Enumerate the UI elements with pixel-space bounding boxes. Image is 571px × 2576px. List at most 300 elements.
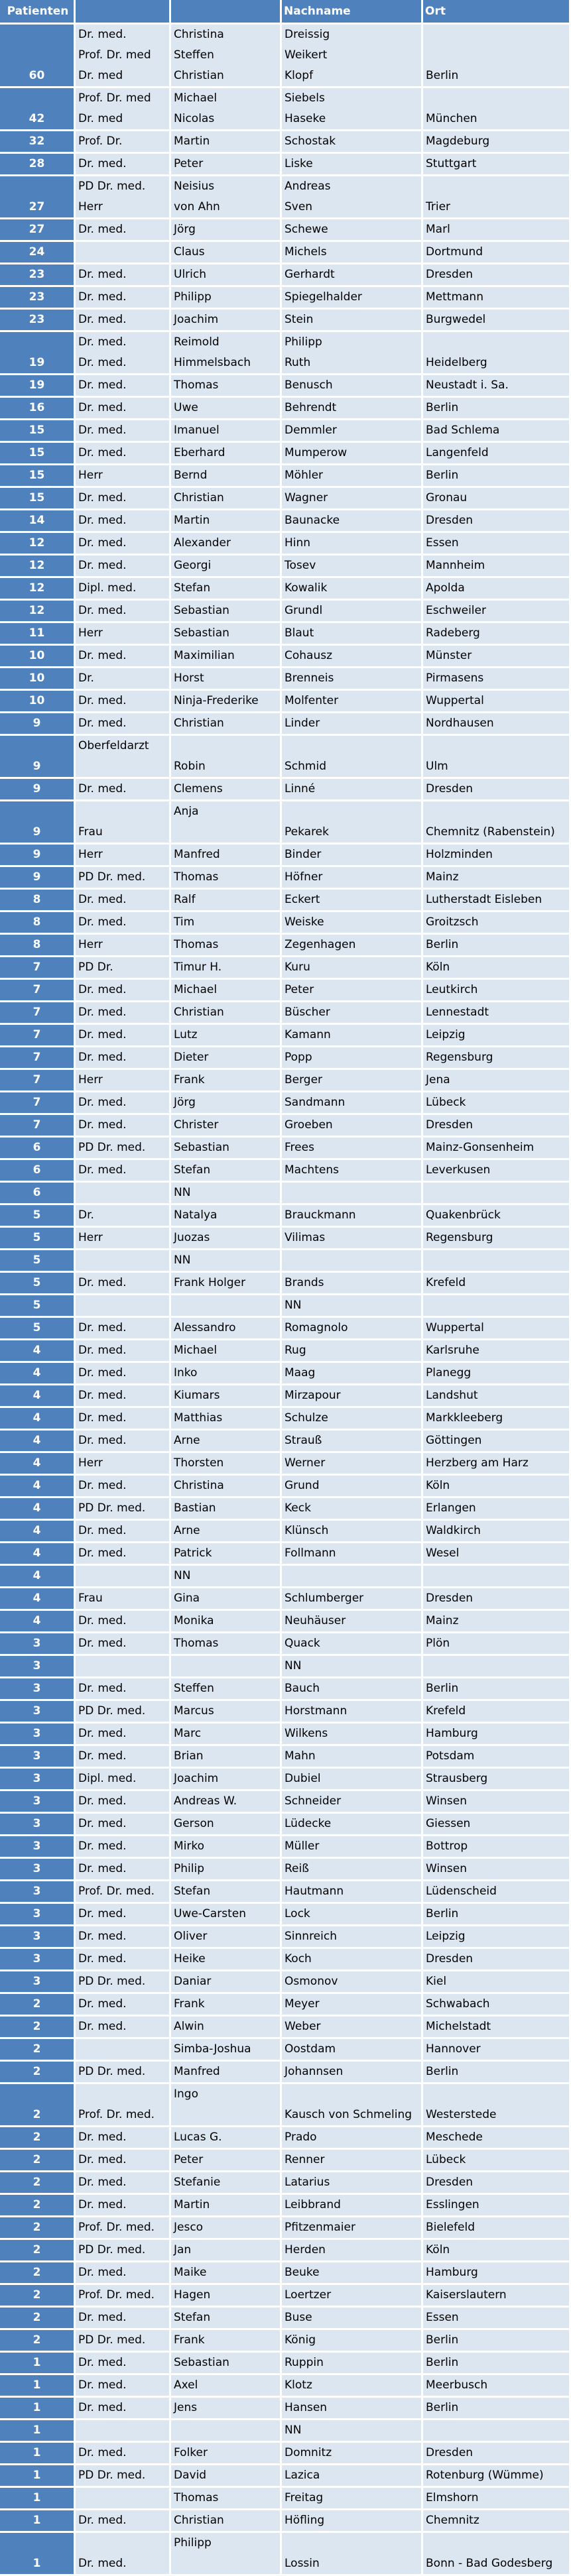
cell-line: Oberfeldarzt (78, 739, 149, 752)
cell-line: Arne (174, 1524, 200, 1537)
lastname-cell (282, 2062, 423, 2084)
lastname-cell (282, 736, 423, 779)
cell-line (174, 736, 280, 756)
cell-line: Dr. med. (78, 1930, 127, 1943)
title-cell (76, 1092, 171, 1115)
table-row (0, 1273, 571, 1295)
cell-line: Apolda (426, 581, 465, 595)
title-cell (76, 443, 171, 465)
table-row (0, 287, 571, 310)
cell-line: Schlumberger (285, 1592, 364, 1605)
cell-line: Christian (174, 491, 224, 504)
cell-line: Christian (174, 2514, 224, 2527)
city-cell (423, 1498, 571, 1521)
cell-line: Benusch (285, 379, 333, 392)
firstname-cell (171, 1205, 282, 1228)
table-row (0, 1566, 571, 1588)
title-cell (76, 1160, 171, 1183)
cell-line: Strausberg (426, 1772, 488, 1785)
cell-line: Keck (285, 1501, 311, 1515)
cell-line: PD Dr. med. (78, 1704, 146, 1718)
city-cell (423, 1543, 571, 1566)
header-nachname[interactable]: Nachname (282, 0, 423, 25)
lastname-cell (282, 912, 423, 935)
cell-line: Ulm (426, 760, 448, 773)
header-ort[interactable]: Ort (423, 0, 571, 25)
table-row (0, 2420, 571, 2443)
patient-count-cell: 27 (0, 176, 76, 219)
firstname-cell (171, 2375, 282, 2398)
cell-line (426, 1656, 569, 1676)
cell-line: Berlin (426, 401, 459, 414)
cell-line: Köln (426, 961, 450, 974)
cell-line: Dr. med. (78, 893, 127, 906)
cell-line: München (426, 112, 477, 125)
title-cell (76, 488, 171, 510)
table-row (0, 867, 571, 890)
cell-line: Dresden (426, 514, 474, 527)
patient-count-cell: 8 (0, 935, 76, 957)
firstname-cell (171, 1431, 282, 1453)
lastname-cell (282, 1273, 423, 1295)
table-row (0, 1633, 571, 1656)
patient-count-cell: 12 (0, 601, 76, 623)
city-cell (423, 1025, 571, 1047)
firstname-cell (171, 2262, 282, 2285)
cell-line: Dr. med. (78, 915, 127, 929)
city-cell (423, 668, 571, 691)
cell-line: Maximilian (174, 649, 235, 662)
city-cell (423, 2398, 571, 2420)
table-row (0, 2195, 571, 2217)
title-cell (76, 736, 171, 779)
patient-count-cell: 5 (0, 1228, 76, 1250)
cell-line: Rug (285, 1344, 306, 1357)
cell-line (174, 822, 280, 843)
firstname-cell (171, 1791, 282, 1814)
table-row (0, 131, 571, 154)
cell-line: Marcus (174, 1704, 214, 1718)
cell-line: Waldkirch (426, 1524, 481, 1537)
patient-count-cell: 2 (0, 2039, 76, 2062)
city-cell (423, 2127, 571, 2150)
cell-line: Dr. med. (78, 2401, 127, 2414)
patient-count-cell: 6 (0, 1138, 76, 1160)
cell-line: NN (285, 1299, 302, 1312)
cell-line: Thomas (174, 379, 219, 392)
cell-line: Andreas (285, 180, 331, 193)
table-row (0, 1904, 571, 1926)
firstname-cell (171, 1092, 282, 1115)
cell-line: Berlin (426, 2065, 459, 2078)
cell-line: Dr. med. (78, 2198, 127, 2211)
cell-line: Kiumars (174, 1389, 220, 1402)
title-cell (76, 1318, 171, 1340)
cell-line: Winsen (426, 1862, 468, 1875)
city-cell (423, 1791, 571, 1814)
firstname-cell (171, 2039, 282, 2062)
cell-line: Hamburg (426, 2266, 478, 2279)
lastname-cell (282, 1138, 423, 1160)
lastname-cell (282, 375, 423, 398)
cell-line: Linder (285, 717, 320, 730)
firstname-cell (171, 912, 282, 935)
lastname-cell (282, 1228, 423, 1250)
table-row (0, 1318, 571, 1340)
title-cell (76, 2039, 171, 2062)
cell-line: Dr. med. (78, 1479, 127, 1492)
cell-line: Daniar (174, 1975, 212, 1988)
firstname-cell (171, 736, 282, 779)
city-cell (423, 1453, 571, 1476)
patient-count-cell: 27 (0, 219, 76, 242)
cell-line: Klünsch (285, 1524, 329, 1537)
lastname-cell (282, 2443, 423, 2465)
cell-line (174, 2553, 280, 2574)
cell-line: Zegenhagen (285, 938, 356, 951)
firstname-cell (171, 1183, 282, 1205)
table-row (0, 578, 571, 601)
patient-count-cell: 2 (0, 2172, 76, 2195)
cell-line: PD Dr. med. (78, 180, 146, 193)
table-row (0, 398, 571, 420)
patient-count-cell: 2 (0, 2017, 76, 2039)
cell-line: Christian (174, 717, 224, 730)
cell-line: Molfenter (285, 694, 339, 707)
patient-count-cell: 5 (0, 1295, 76, 1318)
cell-line: Dr. med. (78, 2311, 127, 2324)
firstname-cell (171, 1746, 282, 1769)
cell-line: Reimold (174, 335, 220, 349)
patient-count-cell: 9 (0, 736, 76, 779)
title-cell (76, 1701, 171, 1724)
cell-line: Dr. med. (78, 1727, 127, 1740)
firstname-cell (171, 2127, 282, 2150)
title-cell (76, 646, 171, 668)
lastname-cell (282, 2240, 423, 2262)
cell-line (78, 2039, 169, 2060)
firstname-cell (171, 980, 282, 1002)
cell-line: Simba-Joshua (174, 2042, 251, 2056)
patient-count-cell: 2 (0, 2062, 76, 2084)
cell-line: Jörg (174, 223, 196, 236)
cell-line: Höfner (285, 870, 323, 884)
firstname-cell (171, 1408, 282, 1431)
cell-line: Johannsen (285, 2065, 344, 2078)
cell-line (285, 2084, 421, 2105)
title-cell (76, 1476, 171, 1498)
lastname-cell (282, 801, 423, 845)
title-cell (76, 935, 171, 957)
firstname-cell (171, 2195, 282, 2217)
cell-line: Frank (174, 1073, 205, 1086)
table-row (0, 332, 571, 375)
cell-line: Schewe (285, 223, 328, 236)
cell-line: Quakenbrück (426, 1208, 501, 1222)
patient-count-cell: 6 (0, 1183, 76, 1205)
cell-line (426, 2084, 569, 2105)
cell-line: NN (285, 2424, 302, 2437)
cell-line: Gerhardt (285, 268, 335, 281)
cell-line: Uwe-Carsten (174, 1907, 246, 1920)
title-cell (76, 2330, 171, 2353)
city-cell (423, 779, 571, 801)
cell-line: Werner (285, 1456, 326, 1470)
cell-line: Rotenburg (Wümme) (426, 2469, 544, 2482)
firstname-cell (171, 1836, 282, 1859)
city-cell (423, 1814, 571, 1836)
city-cell (423, 1521, 571, 1543)
table-row (0, 646, 571, 668)
cell-line: Clemens (174, 782, 223, 795)
lastname-cell (282, 1160, 423, 1183)
cell-line: König (285, 2333, 316, 2347)
patient-count-cell: 4 (0, 1385, 76, 1408)
lastname-cell (282, 646, 423, 668)
firstname-cell (171, 867, 282, 890)
city-cell (423, 1724, 571, 1746)
title-cell (76, 556, 171, 578)
cell-line: Buse (285, 2311, 312, 2324)
firstname-cell (171, 1160, 282, 1183)
cell-line: Dr. med (78, 112, 123, 125)
patient-count-cell: 2 (0, 2150, 76, 2172)
firstname-cell (171, 1859, 282, 1881)
patient-count-cell: 3 (0, 1836, 76, 1859)
lastname-cell (282, 668, 423, 691)
cell-line: Krefeld (426, 1276, 466, 1289)
cell-line: Blaut (285, 626, 314, 640)
city-cell (423, 242, 571, 264)
cell-line: Bielefeld (426, 2221, 475, 2234)
firstname-cell (171, 1070, 282, 1092)
firstname-cell (171, 131, 282, 154)
city-cell (423, 1115, 571, 1138)
cell-line: Steffen (174, 48, 214, 62)
table-row (0, 1431, 571, 1453)
city-cell (423, 2017, 571, 2039)
cell-line: Hinn (285, 536, 311, 550)
city-cell (423, 1904, 571, 1926)
lastname-cell (282, 2217, 423, 2240)
firstname-cell (171, 533, 282, 556)
title-cell (76, 1205, 171, 1228)
city-cell (423, 801, 571, 845)
patient-count-cell: 14 (0, 510, 76, 533)
firstname-cell (171, 1115, 282, 1138)
cell-line: Chemnitz (426, 2514, 479, 2527)
firstname-cell (171, 310, 282, 332)
firstname-cell (171, 1498, 282, 1521)
cell-line (78, 242, 169, 263)
lastname-cell (282, 1476, 423, 1498)
city-cell (423, 957, 571, 980)
header-firstname[interactable] (171, 0, 282, 25)
title-cell (76, 867, 171, 890)
cell-line: Dr. med. (78, 28, 127, 41)
title-cell (76, 1881, 171, 1904)
cell-line: Uwe (174, 401, 198, 414)
title-cell (76, 264, 171, 287)
cell-line: Heidelberg (426, 356, 487, 369)
table-row (0, 556, 571, 578)
cell-line: Dr. med. (78, 1749, 127, 1763)
cell-line: Koch (285, 1952, 312, 1965)
cell-line: Mannheim (426, 559, 485, 572)
title-cell (76, 533, 171, 556)
cell-line: Patrick (174, 1547, 212, 1560)
city-cell (423, 1047, 571, 1070)
city-cell (423, 2172, 571, 2195)
cell-line: Sandmann (285, 1096, 346, 1109)
cell-line: Mainz (426, 1614, 459, 1627)
city-cell (423, 2375, 571, 2398)
cell-line: NN (174, 1569, 191, 1582)
firstname-cell (171, 1476, 282, 1498)
cell-line: Dr. med. (78, 1276, 127, 1289)
cell-line: Winsen (426, 1794, 468, 1808)
cell-line: Prado (285, 2131, 317, 2144)
cell-line: Peter (174, 2153, 204, 2166)
lastname-cell (282, 1183, 423, 1205)
title-cell (76, 1363, 171, 1385)
cell-line: Köln (426, 2243, 450, 2256)
lastname-cell (282, 1949, 423, 1971)
cell-line: Stefanie (174, 2176, 221, 2189)
lastname-cell (282, 1453, 423, 1476)
city-cell (423, 310, 571, 332)
cell-line: Weber (285, 2020, 321, 2033)
city-cell (423, 2262, 571, 2285)
cell-line (78, 756, 169, 777)
patient-count-cell: 3 (0, 1971, 76, 1994)
lastname-cell (282, 1566, 423, 1588)
cell-line: Inko (174, 1366, 198, 1379)
cell-line: Sebastian (174, 626, 229, 640)
title-cell (76, 691, 171, 713)
table-row (0, 242, 571, 264)
cell-line: Dr. med. (78, 335, 127, 349)
patient-count-cell: 12 (0, 556, 76, 578)
cell-line: Renner (285, 2153, 325, 2166)
cell-line: Peter (285, 983, 314, 996)
cell-line: Martin (174, 135, 210, 148)
cell-line: PD Dr. med. (78, 1975, 146, 1988)
cell-line: Sven (285, 200, 313, 213)
city-cell (423, 375, 571, 398)
patient-count-cell: 4 (0, 1476, 76, 1498)
city-cell (423, 2488, 571, 2510)
cell-line: Hautmann (285, 1885, 344, 1898)
lastname-cell (282, 1904, 423, 1926)
cell-line: Ninja-Frederike (174, 694, 259, 707)
title-cell (76, 1904, 171, 1926)
lastname-cell (282, 691, 423, 713)
lastname-cell (282, 1588, 423, 1611)
table-row (0, 1724, 571, 1746)
patient-count-cell: 9 (0, 845, 76, 867)
title-cell (76, 2217, 171, 2240)
lastname-cell (282, 2353, 423, 2375)
cell-line: Büscher (285, 1006, 330, 1019)
lastname-cell (282, 1724, 423, 1746)
title-cell (76, 1949, 171, 1971)
firstname-cell (171, 375, 282, 398)
firstname-cell (171, 1453, 282, 1476)
cell-line: Monika (174, 1614, 214, 1627)
city-cell (423, 2150, 571, 2172)
cell-line: Dr. med. (78, 1006, 127, 1019)
cell-line: Dr. med. (78, 1321, 127, 1334)
cell-line: Groeben (285, 1118, 333, 1132)
table-row (0, 1183, 571, 1205)
firstname-cell (171, 2308, 282, 2330)
city-cell (423, 1836, 571, 1859)
lastname-cell (282, 88, 423, 131)
table-row (0, 219, 571, 242)
cell-line (426, 1295, 569, 1316)
cell-line: Pirmasens (426, 672, 484, 685)
city-cell (423, 736, 571, 779)
city-cell (423, 264, 571, 287)
cell-line: Marl (426, 223, 450, 236)
title-cell (76, 1138, 171, 1160)
city-cell (423, 1205, 571, 1228)
cell-line: Martin (174, 514, 210, 527)
title-cell (76, 310, 171, 332)
city-cell (423, 332, 571, 375)
cell-line: Behrendt (285, 401, 337, 414)
patient-count-cell: 9 (0, 779, 76, 801)
header-title[interactable] (76, 0, 171, 25)
cell-line: Mumperow (285, 446, 348, 459)
cell-line: Klotz (285, 2378, 312, 2392)
cell-line: Follmann (285, 1547, 336, 1560)
cell-line: Elmshorn (426, 2491, 479, 2504)
title-cell (76, 375, 171, 398)
city-cell (423, 1363, 571, 1385)
firstname-cell (171, 623, 282, 646)
city-cell (423, 845, 571, 867)
lastname-cell (282, 2398, 423, 2420)
firstname-cell (171, 287, 282, 310)
cell-line: Herr (78, 848, 103, 861)
cell-line: Dr. (78, 1208, 94, 1222)
firstname-cell (171, 1971, 282, 1994)
cell-line: Meyer (285, 1997, 320, 2011)
cell-line (174, 1656, 280, 1676)
patient-count-cell: 3 (0, 1881, 76, 1904)
title-cell (76, 2262, 171, 2285)
cell-line: Christian (174, 1006, 224, 1019)
cell-line: Joachim (174, 313, 219, 326)
patient-count-cell: 6 (0, 1160, 76, 1183)
lastname-cell (282, 510, 423, 533)
cell-line: Dr. med. (78, 157, 127, 170)
cell-line: Prof. Dr. (78, 135, 123, 148)
cell-line: Pekarek (285, 825, 329, 839)
cell-line: Dr. med. (78, 2131, 127, 2144)
table-row (0, 1363, 571, 1385)
cell-line: Wesel (426, 1547, 460, 1560)
cell-line: Maike (174, 2266, 207, 2279)
cell-line (426, 45, 569, 66)
header-patienten[interactable]: Patienten (0, 0, 76, 25)
table-row (0, 2039, 571, 2062)
city-cell (423, 890, 571, 912)
lastname-cell (282, 867, 423, 890)
firstname-cell (171, 1678, 282, 1701)
